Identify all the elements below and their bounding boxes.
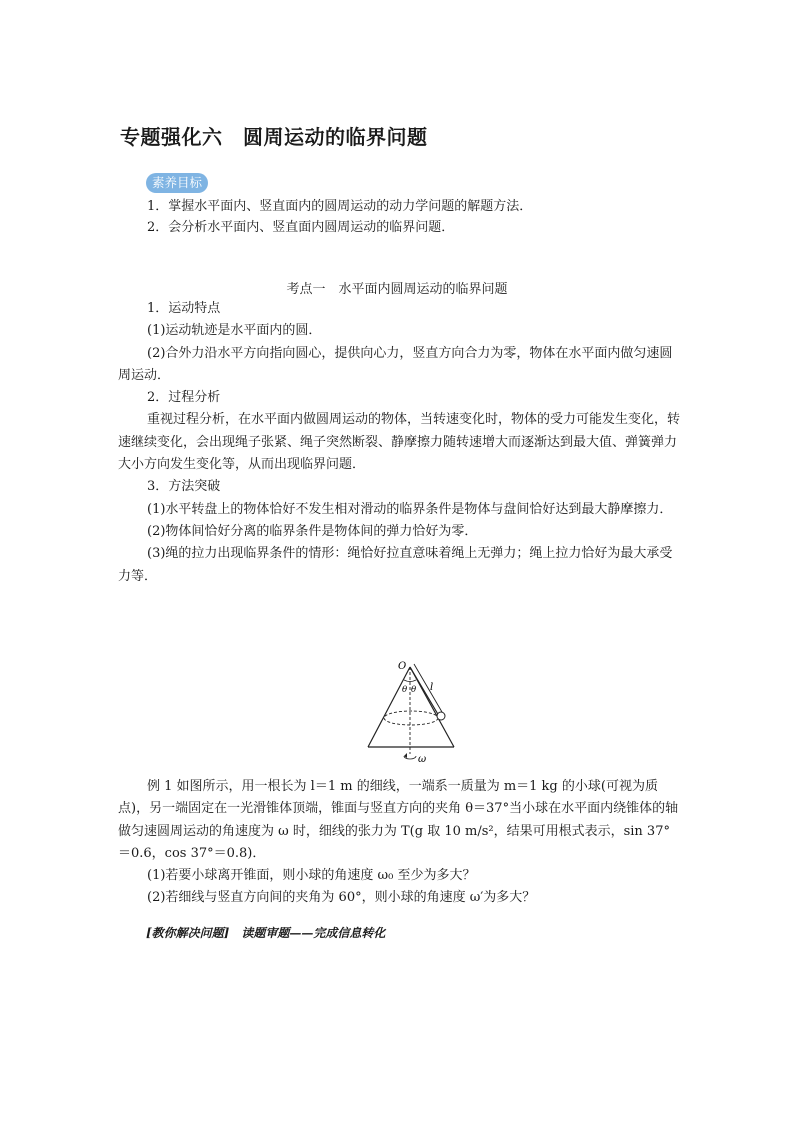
label-l: l [430,682,434,693]
label-o: O [398,661,407,672]
paragraph: (3)绳的拉力出现临界条件的情形：绳恰好拉直意味着绳上无弹力；绳上拉力恰好为最大承受力等． [118,546,673,584]
example-statement: 例 1 如图所示，用一根长为 l＝1 m 的细线，一端系一质量为 m＝1 kg 的小球(可视为质点)，另一端固定在一光滑锥体顶端，锥面与竖直方向的夹角 θ＝37°当小球在水平面内绕锥体的轴做匀速圆周运动的角速度为 ω 时，细线的张力为 T(g 取 10 m/s²，结果可用根式表示，sin 37°＝0.6，cos 37°＝0.8)． [118,779,679,861]
example-question-2: (2)若细线与竖直方向间的夹角为 60°，则小球的角速度 ω′为多大？ [147,890,536,906]
paragraph: 重视过程分析，在水平面内做圆周运动的物体，当转速变化时，物体的受力可能发生变化，转速继续变化，会出现绳子张紧、绳子突然断裂、静摩擦力随转速增大而逐渐达到最大值、弹簧弹力大小方向发生变化等，从而出现临界问题． [118,412,681,473]
page-title: 专题强化六 圆周运动的临界问题 [120,125,428,149]
cone-diagram-svg [360,656,470,766]
subsection-title-3: 3．方法突破 [147,479,221,495]
paragraph: (2)合外力沿水平方向指向圆心，提供向心力，竖直方向合力为零，物体在水平面内做匀速圆周运动． [118,345,673,383]
paragraph: (1)水平转盘上的物体恰好不发生相对滑动的临界条件是物体与盘间恰好达到最大静摩擦力． [147,501,673,517]
example-question-1: (1)若要小球离开锥面，则小球的角速度 ω₀ 至少为多大？ [147,868,476,884]
paragraph: (1)运动轨迹是水平面内的圆． [147,323,322,339]
string-offset-line [414,664,442,712]
goals-list [147,196,532,238]
literacy-goals-badge: 素养目标 [146,173,208,193]
ball [437,712,445,720]
goal-item: 1．掌握水平面内、竖直面内的圆周运动的动力学问题的解题方法． [147,199,533,214]
teaching-note: [教你解决问题] 读题审题——完成信息转化 [146,926,386,940]
goal-item: 2．会分析水平面内、竖直面内圆周运动的临界问题． [147,220,455,235]
orbit-circle [384,711,438,725]
example-block [118,776,682,910]
label-theta-left: θ [402,685,408,695]
section-body [118,298,682,588]
angle-arc [404,680,416,681]
section-heading: 考点一 水平面内圆周运动的临界问题 [286,282,508,297]
cone-left-edge [368,667,410,747]
label-theta-right: θ [411,685,417,695]
paragraph: (2)物体间恰好分离的临界条件是物体间的弹力恰好为零． [147,523,478,539]
subsection-title-1: 1．运动特点 [147,301,221,316]
cone-diagram [360,656,470,766]
subsection-title-2: 2．过程分析 [147,390,221,406]
label-omega: ω [418,754,427,765]
